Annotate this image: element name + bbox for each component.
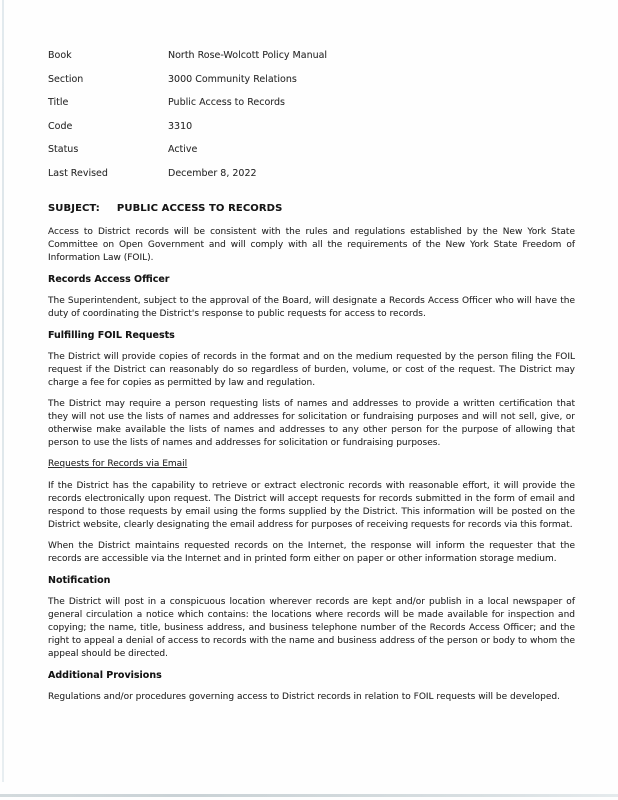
meta-label: Section xyxy=(48,73,84,85)
subsection-heading-requests-via-email: Requests for Records via Email xyxy=(48,459,188,469)
section-heading-records-access-officer: Records Access Officer xyxy=(48,274,170,285)
meta-label: Code xyxy=(48,120,73,132)
meta-row-title xyxy=(48,96,575,110)
meta-label: Last Revised xyxy=(48,167,108,179)
meta-row-status xyxy=(48,143,575,157)
status-value: Active xyxy=(168,144,198,155)
meta-value: Public Access to Records xyxy=(168,97,286,108)
paragraph-additional-provisions: Regulations and/or procedures governing access to District records in relation to FOIL requests will be developed. xyxy=(48,692,560,702)
subject-line xyxy=(48,202,575,215)
paragraph-fulfilling-foil-1: The District will provide copies of records in the format and on the medium requested by the person filing the FOIL request if the District can reasonably do so regardless of burden, volume, or cost of the request. The District may charge a fee for copies as permitted by law and regulation. xyxy=(48,352,575,388)
paragraph-records-access-officer: The Superintendent, subject to the approval of the Board, will designate a Records Access Officer who will have the duty of coordinating the District's response to public requests for access to records. xyxy=(48,296,575,319)
meta-row-code xyxy=(48,120,575,134)
meta-row-last-revised xyxy=(48,167,575,181)
subject-title: PUBLIC ACCESS TO RECORDS xyxy=(116,203,283,214)
paragraph-intro: Access to District records will be consistent with the rules and regulations established by the New York State Committee on Open Government and will comply with all the requirements of the New York State Freedom of Information Law (FOIL). xyxy=(48,227,575,263)
meta-label: Title xyxy=(48,97,69,108)
scan-left-edge-artifact xyxy=(2,0,4,782)
meta-value: 3000 Community Relations xyxy=(168,73,297,85)
meta-row-section xyxy=(48,73,575,87)
paragraph-fulfilling-foil-2: The District may require a person requesting lists of names and addresses to provide a written certification that they will not use the lists of names and addresses for solicitation or fundraising purposes and will not sell, give, or otherwise make available the lists of names and addresses to any other person for the purpose of allowing that person to use the lists of names and addresses for solicitation or fundraising purposes. xyxy=(48,399,575,448)
paragraph-email-requests-2: When the District maintains requested records on the Internet, the response will inform the requester that the records are accessible via the Internet and in printed form either on paper or other information storage medium. xyxy=(48,541,575,564)
paragraph-notification: The District will post in a conspicuous location wherever records are kept and/or publish in a local newspaper of general circulation a notice which contains: the locations where records will be made available for inspection and copying; the name, title, business address, and business telephone number of the Records Access Officer; and the right to appeal a denial of access to records with the name and business address of the person or body to whom the appeal should be directed. xyxy=(48,597,575,659)
scan-bottom-edge-artifact xyxy=(0,794,618,797)
meta-value: 3310 xyxy=(168,120,193,132)
meta-value: North Rose-Wolcott Policy Manual xyxy=(168,50,328,61)
paragraph-email-requests-1: If the District has the capability to retrieve or extract electronic records with reasonable effort, it will provide the records electronically upon request. The District will accept requests for records submitted in the form of email and respond to those requests by email using the forms supplied by the District. This information will be posted on the District website, clearly designating the email address for purposes of receiving requests for records via this format. xyxy=(48,481,575,530)
meta-row-book xyxy=(48,49,575,63)
policy-metadata xyxy=(48,49,575,180)
section-heading-fulfilling-foil-requests: Fulfilling FOIL Requests xyxy=(48,330,175,341)
document-content xyxy=(48,49,575,712)
subject-label: SUBJECT: xyxy=(48,203,100,214)
meta-label: Status xyxy=(48,144,79,155)
meta-value: December 8, 2022 xyxy=(168,167,257,179)
section-heading-additional-provisions: Additional Provisions xyxy=(48,670,162,681)
meta-label: Book xyxy=(48,50,72,61)
section-heading-notification: Notification xyxy=(48,575,111,586)
